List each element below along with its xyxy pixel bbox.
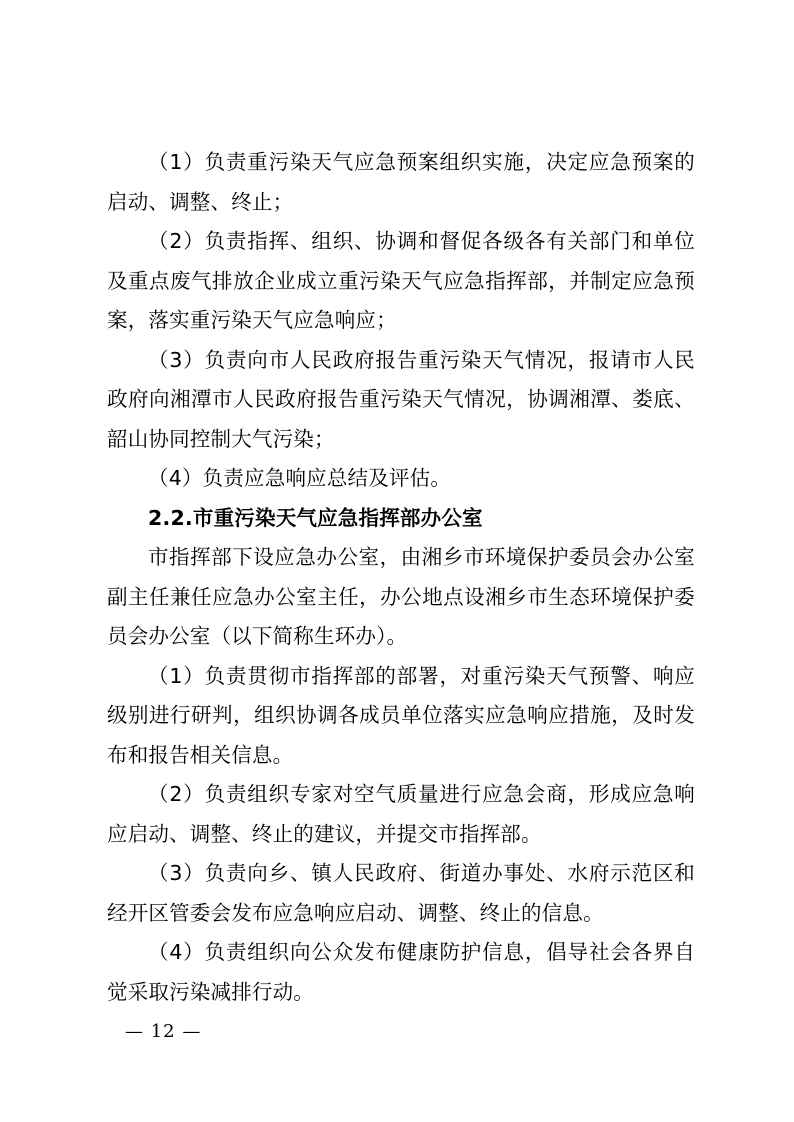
paragraph-duty-3: （3）负责向市人民政府报告重污染天气情况，报请市人民政府向湘潭市人民政府报告重污染天气情况，协调湘潭、娄底、韶山协同控制大气污染；	[107, 347, 695, 451]
paragraph-office-duty-3: （3）负责向乡、镇人民政府、街道办事处、水府示范区和经开区管委会发布应急响应启动、调整、终止的信息。	[107, 861, 695, 925]
paragraph-office-duty-2: （2）负责组织专家对空气质量进行应急会商，形成应急响应启动、调整、终止的建议，并提交市指挥部。	[107, 782, 695, 846]
section-heading: 2.2.市重污染天气应急指挥部办公室	[148, 505, 483, 530]
paragraph-duty-1: （1）负责重污染天气应急预案组织实施，决定应急预案的启动、调整、终止；	[107, 150, 695, 214]
page-number: — 12 —	[125, 1021, 202, 1042]
paragraph-office-duty-1: （1）负责贯彻市指挥部的部署，对重污染天气预警、响应级别进行研判，组织协调各成员单位落实应急响应措施，及时发布和报告相关信息。	[107, 663, 695, 767]
paragraph-duty-4: （4）负责应急响应总结及评估。	[148, 466, 452, 490]
paragraph-office-duty-4: （4）负责组织向公众发布健康防护信息，倡导社会各界自觉采取污染减排行动。	[107, 940, 695, 1004]
paragraph-office-intro: 市指挥部下设应急办公室，由湘乡市环境保护委员会办公室副主任兼任应急办公室主任，办公地点设湘乡市生态环境保护委员会办公室（以下简称生环办）。	[107, 545, 695, 648]
document-body	[107, 143, 695, 1012]
paragraph-duty-2: （2）负责指挥、组织、协调和督促各级各有关部门和单位及重点废气排放企业成立重污染天气应急指挥部，并制定应急预案，落实重污染天气应急响应；	[107, 229, 695, 332]
